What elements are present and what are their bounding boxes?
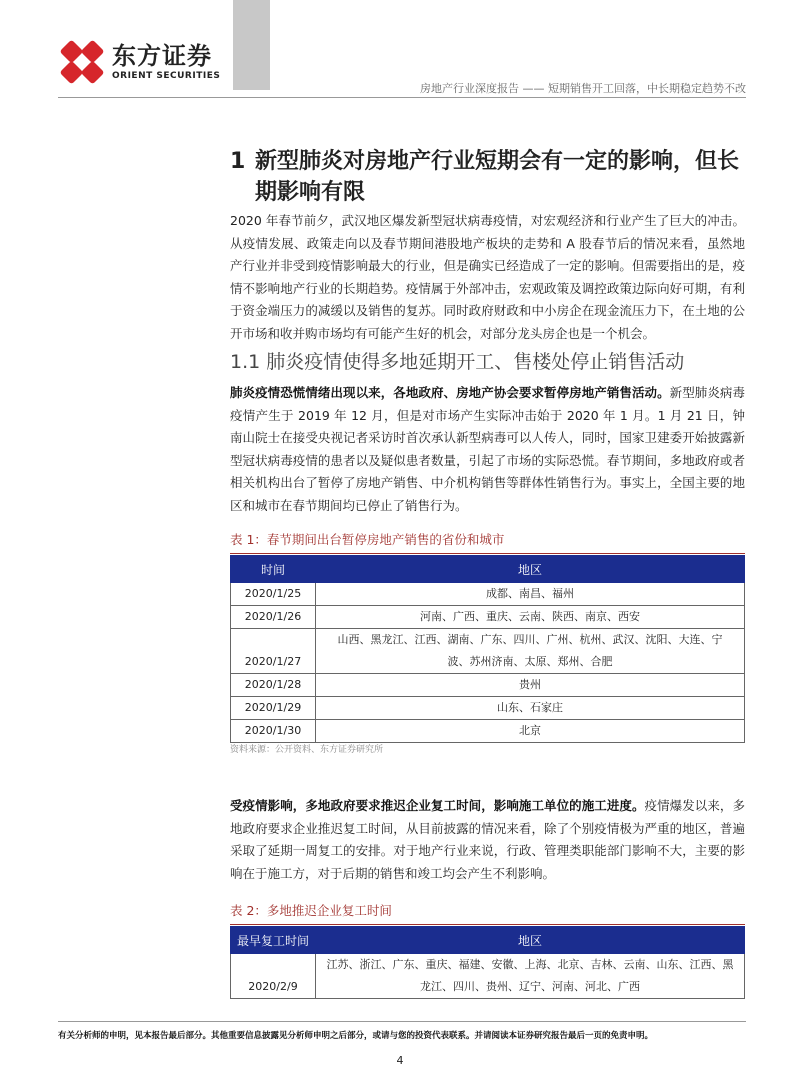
column-header-region: 地区 xyxy=(316,927,745,954)
row-time: 2020/1/28 xyxy=(231,674,316,697)
report-title: 房地产行业深度报告 —— 短期销售开工回落，中长期稳定趋势不改 xyxy=(420,82,746,95)
table-1-caption: 表 1：春节期间出台暂停房地产销售的省份和城市 xyxy=(230,530,745,554)
row-region: 成都、南昌、福州 xyxy=(316,583,745,606)
section-number: 1 xyxy=(230,149,246,174)
table-2-caption: 表 2：多地推迟企业复工时间 xyxy=(230,901,745,925)
row-region: 山东、石家庄 xyxy=(316,697,745,720)
row-region: 山西、黑龙江、江西、湖南、广东、四川、广州、杭州、武汉、沈阳、大连、宁波、苏州济南、太原、郑州、合肥 xyxy=(316,629,745,674)
table-row xyxy=(231,720,745,743)
section-1-1-paragraph xyxy=(230,382,745,517)
row-time: 2020/1/26 xyxy=(231,606,316,629)
footer-divider xyxy=(58,1021,746,1022)
column-header-region: 地区 xyxy=(316,556,745,583)
row-time: 2020/1/29 xyxy=(231,697,316,720)
row-region: 北京 xyxy=(316,720,745,743)
section-1-heading xyxy=(230,146,750,208)
section-1-body: 2020 年春节前夕，武汉地区爆发新型冠状病毒疫情，对宏观经济和行业产生了巨大的冲击。从疫情发展、政策走向以及春节期间港股地产板块的走势和 A 股春节后的情况来看，虽然地产行业并非受到疫情影响最大的行业，但是确实已经造成了一定的影响。但需要指出的是，疫情不影响地产行业的长期趋势。疫情属于外部冲击，宏观政策及调控政策边际向好可期，有利于资金端压力的减缓以及销售的复苏。同时政府财政和中小房企在现金流压力下，在土地的公开市场和收并购市场均有可能产生好的机会，对部分龙头房企也是一个机会。 xyxy=(230,213,745,341)
table-row xyxy=(231,606,745,629)
header-decor-bar xyxy=(233,0,270,90)
table-1-source: 资料来源：公开资料、东方证券研究所 xyxy=(230,745,384,755)
delay-paragraph xyxy=(230,795,745,885)
delay-lead: 受疫情影响，多地政府要求推迟企业复工时间，影响施工单位的施工进度。 xyxy=(230,798,645,813)
row-time: 2020/1/27 xyxy=(231,629,316,674)
table-row xyxy=(231,629,745,674)
table-row xyxy=(231,697,745,720)
logo-english-name: ORIENT SECURITIES xyxy=(112,71,221,81)
row-region: 河南、广西、重庆、云南、陕西、南京、西安 xyxy=(316,606,745,629)
delay-body: 疫情爆发以来，多地政府要求企业推迟复工时间，从目前披露的情况来看，除了个别疫情极为严重的地区，普遍采取了延期一周复工的安排。对于地产行业来说，行政、管理类职能部门影响不大，主要的影响在于施工方，对于后期的销售和竣工均会产生不利影响。 xyxy=(230,798,745,881)
table-2 xyxy=(230,926,745,999)
page-number: 4 xyxy=(396,1054,404,1067)
section-1-1-heading: 1.1 肺炎疫情使得多地延期开工、售楼处停止销售活动 xyxy=(230,351,685,373)
table-1 xyxy=(230,555,745,743)
footer-disclaimer: 有关分析师的申明，见本报告最后部分。其他重要信息披露见分析师申明之后部分，或请与您的投资代表联系。并请阅读本证券研究报告最后一页的免责申明。 xyxy=(58,1031,654,1041)
section-1-1-body: 新型肺炎病毒疫情产生于 2019 年 12 月，但是对市场产生实际冲击始于 2020 年 1 月。1 月 21 日，钟南山院士在接受央视记者采访时首次承认新型病毒可以人传人，同时，国家卫建委开始披露新型冠状病毒疫情的患者以及疑似患者数量，引起了市场的实际恐慌。春节期间，多地政府或者相关机构出台了暂停了房地产销售、中介机构销售等群体性销售行为。事实上，全国主要的地区和城市在春节期间均已停止了销售行为。 xyxy=(230,385,745,513)
row-region: 贵州 xyxy=(316,674,745,697)
header-divider xyxy=(58,97,746,98)
section-title-line1: 新型肺炎对房地产行业短期会有一定的影响，但长 xyxy=(255,149,740,174)
table-header-row xyxy=(231,927,745,954)
row-time: 2020/1/30 xyxy=(231,720,316,743)
table-row xyxy=(231,583,745,606)
logo-chinese-name: 东方证券 xyxy=(112,42,212,70)
section-1-1-lead: 肺炎疫情恐慌情绪出现以来，各地政府、房地产协会要求暂停房地产销售活动。 xyxy=(230,385,670,400)
orient-securities-logo-icon xyxy=(60,40,104,84)
table-header-row xyxy=(231,556,745,583)
row-time: 2020/2/9 xyxy=(231,954,316,999)
row-time: 2020/1/25 xyxy=(231,583,316,606)
section-title-line2: 期影响有限 xyxy=(255,180,366,205)
row-region: 江苏、浙江、广东、重庆、福建、安徽、上海、北京、吉林、云南、山东、江西、黑龙江、四川、贵州、辽宁、河南、河北、广西 xyxy=(316,954,745,999)
table-row xyxy=(231,954,745,999)
column-header-time: 最早复工时间 xyxy=(231,927,316,954)
column-header-time: 时间 xyxy=(231,556,316,583)
table-row xyxy=(231,674,745,697)
